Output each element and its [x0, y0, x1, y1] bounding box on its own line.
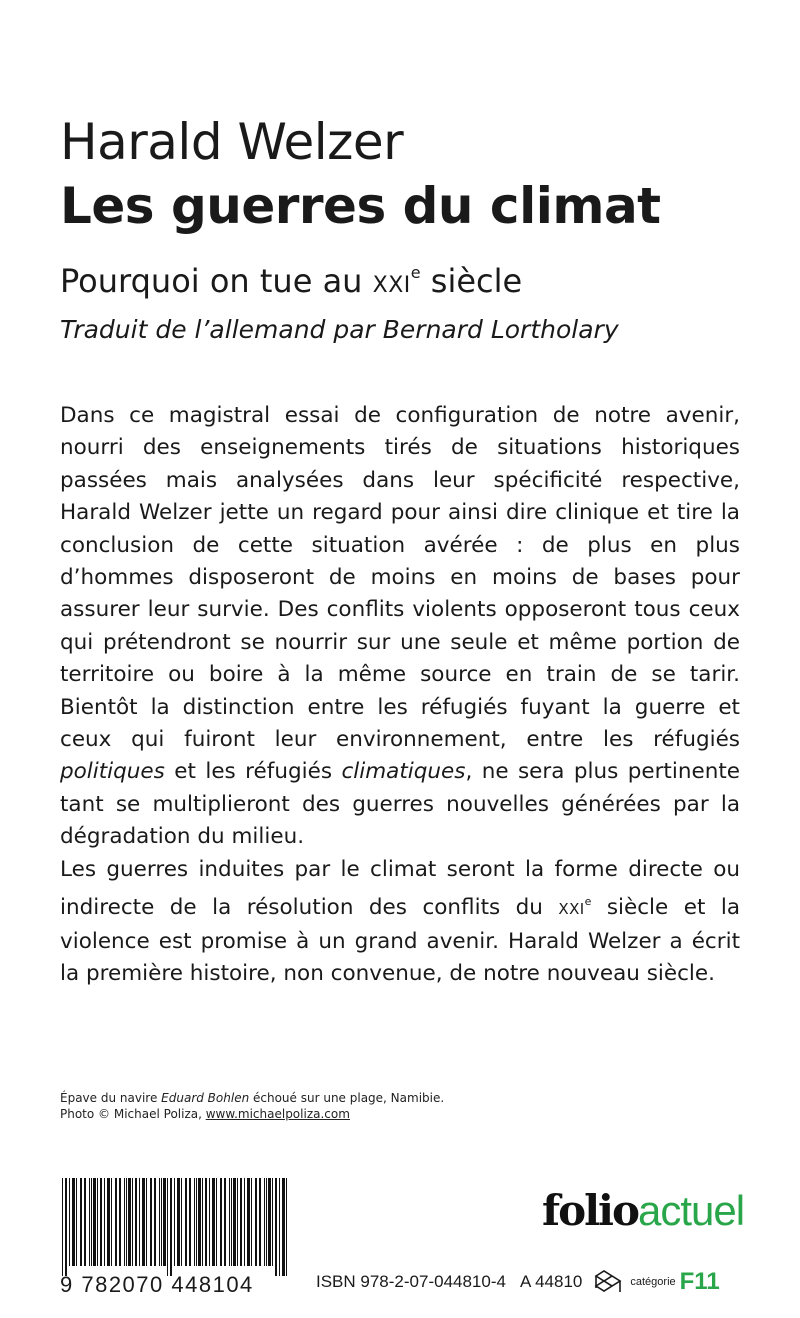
barcode-bar — [65, 1178, 67, 1276]
barcode-bar — [62, 1178, 63, 1276]
barcode-bar — [185, 1178, 187, 1266]
barcode-bar — [205, 1178, 207, 1266]
barcode-bar — [104, 1178, 105, 1266]
book-subtitle — [60, 252, 522, 307]
barcode-bar — [282, 1178, 285, 1276]
barcode-bar — [272, 1178, 273, 1266]
barcode-bar — [231, 1178, 232, 1266]
barcode-bar — [161, 1178, 162, 1266]
barcode-bar — [264, 1178, 265, 1266]
subtitle-text-before: Pourquoi on tue au — [60, 262, 373, 300]
barcode-bar — [97, 1178, 98, 1266]
catalog-code: A 44810 — [519, 1271, 583, 1291]
barcode-bar — [196, 1178, 197, 1266]
barcode-bar — [111, 1178, 112, 1266]
barcode-bar — [229, 1178, 230, 1266]
barcode-bar — [69, 1178, 70, 1266]
folio-actuel-logo — [542, 1186, 744, 1245]
barcode-bar — [126, 1178, 127, 1266]
blurb-p2-text-a: Les guerres induites par le climat seront la forme directe ou indirecte de la résolution des conflits du — [60, 856, 740, 921]
barcode-bar — [124, 1178, 125, 1266]
barcode-bar — [80, 1178, 82, 1266]
barcode-bar — [89, 1178, 90, 1266]
barcode-bar — [154, 1178, 156, 1266]
barcode-bar — [266, 1178, 267, 1266]
barcode-bar — [286, 1178, 287, 1276]
barcode-bar — [170, 1178, 172, 1276]
blurb-p2-century-suffix: e — [584, 895, 592, 909]
barcode-bar — [216, 1178, 217, 1266]
barcode-bar — [279, 1178, 280, 1276]
blurb-p2-century: XXI — [558, 900, 585, 919]
barcode-bar — [209, 1178, 210, 1266]
photo-credit-ship-name: Eduard Bohlen — [161, 1091, 250, 1105]
barcode-bar — [244, 1178, 245, 1266]
subtitle-text-after: siècle — [420, 262, 523, 300]
folio-publisher-mark-icon — [592, 1268, 626, 1296]
photographer-website-link[interactable]: www.michaelpoliza.com — [205, 1107, 350, 1121]
photo-credit-line-2 — [60, 1106, 444, 1122]
barcode-bar — [255, 1178, 257, 1266]
barcode-bar — [93, 1178, 96, 1266]
blurb — [60, 400, 740, 990]
barcode-bar — [174, 1178, 175, 1266]
barcode-bar — [128, 1178, 131, 1266]
barcode-bar — [150, 1178, 152, 1266]
barcode-bar — [181, 1178, 182, 1266]
blurb-p1-emphasis-politiques: politiques — [60, 759, 165, 785]
blurb-p1-text-b: et les réfugiés — [164, 759, 342, 785]
barcode-bar — [237, 1178, 238, 1266]
barcode-bar — [251, 1178, 252, 1266]
barcode-bar — [159, 1178, 160, 1266]
barcode-bar — [224, 1178, 226, 1266]
barcode-bar — [142, 1178, 145, 1266]
barcode-bar — [194, 1178, 195, 1266]
author-name: Harald Welzer — [60, 113, 404, 171]
barcode-bar — [220, 1178, 222, 1266]
barcode-bar — [163, 1178, 166, 1266]
category-code: F11 — [679, 1267, 720, 1295]
blurb-p1-text-c: , ne sera plus pertinente tant se multiplieront des guerres nouvelles générées par la dégradation du milieu. — [60, 759, 740, 850]
blurb-paragraph-1 — [60, 400, 740, 854]
blurb-p1-emphasis-climatiques: climatiques — [341, 759, 466, 785]
barcode-bar — [84, 1178, 86, 1266]
back-cover-footer — [316, 1266, 720, 1297]
subtitle-century: XXI — [372, 273, 411, 298]
barcode-bar — [189, 1178, 191, 1266]
photo-credit-line-1 — [60, 1090, 444, 1106]
barcode-bar — [115, 1178, 117, 1266]
barcode-bar — [177, 1178, 180, 1266]
photo-credit-text-a: Épave du navire — [60, 1091, 162, 1105]
book-title: Les guerres du climat — [60, 177, 661, 235]
photo-credit-text-c: Photo © Michael Poliza, — [60, 1107, 206, 1121]
blurb-p1-text-a: Dans ce magistral essai de configuration de notre avenir, nourri des enseignements tirés de situations historiques passées mais analysées dans leur spécificité respective, Harald Welzer jette un regard pour ainsi dire clinique et tire la conclusion de cette situation avérée : de plus en plus d’hommes disposeront de moins en moins de bases pour assurer leur survie. Des conflits violents opposeront tous ceux qui prétendront se nourrir sur une seule et même portion de territoire ou boire à la même source en train de se tarir. Bientôt la distinction entre les réfugiés fuyant la guerre et ceux qui fuiront leur environnement, entre les réfugiés — [60, 403, 740, 753]
barcode-bar — [259, 1178, 261, 1266]
barcode-digits: 9 782070 448104 — [60, 1272, 254, 1297]
barcode-bar — [275, 1178, 277, 1276]
translator-credit: Traduit de l’allemand par Bernard Lortholary — [60, 315, 619, 344]
barcode-bar — [72, 1178, 75, 1266]
photo-credit — [60, 1090, 444, 1122]
logo-folio: folio — [542, 1186, 639, 1235]
barcode-bar — [132, 1178, 133, 1266]
barcode-bar — [202, 1178, 203, 1266]
photo-credit-text-b: échoué sur une plage, Namibie. — [249, 1091, 445, 1105]
barcode-bar — [139, 1178, 140, 1266]
barcode-bar — [100, 1178, 102, 1266]
isbn: ISBN 978-2-07-044810-4 — [316, 1271, 506, 1291]
subtitle-century-suffix: e — [410, 263, 421, 282]
barcode-bar — [247, 1178, 250, 1266]
blurb-p2-text-b: siècle et la violence est promise à un grand avenir. Harald Welzer a écrit la première histoire, non convenue, de notre nouveau siècle. — [60, 895, 740, 986]
barcode-bar — [91, 1178, 92, 1266]
barcode — [60, 1178, 292, 1276]
barcode-bar — [198, 1178, 201, 1266]
barcode-bar — [76, 1178, 77, 1266]
barcode-bar — [135, 1178, 137, 1266]
logo-actuel: actuel — [638, 1187, 745, 1234]
barcode-bar — [119, 1178, 121, 1266]
barcode-bar — [212, 1178, 215, 1266]
barcode-bar — [107, 1178, 110, 1266]
barcode-bar — [240, 1178, 242, 1266]
barcode-bar — [233, 1178, 236, 1266]
blurb-paragraph-2 — [60, 854, 740, 991]
barcode-bar — [167, 1178, 168, 1276]
barcode-bar — [146, 1178, 147, 1266]
barcode-bar — [268, 1178, 271, 1266]
category-label: catégorie — [630, 1275, 676, 1288]
